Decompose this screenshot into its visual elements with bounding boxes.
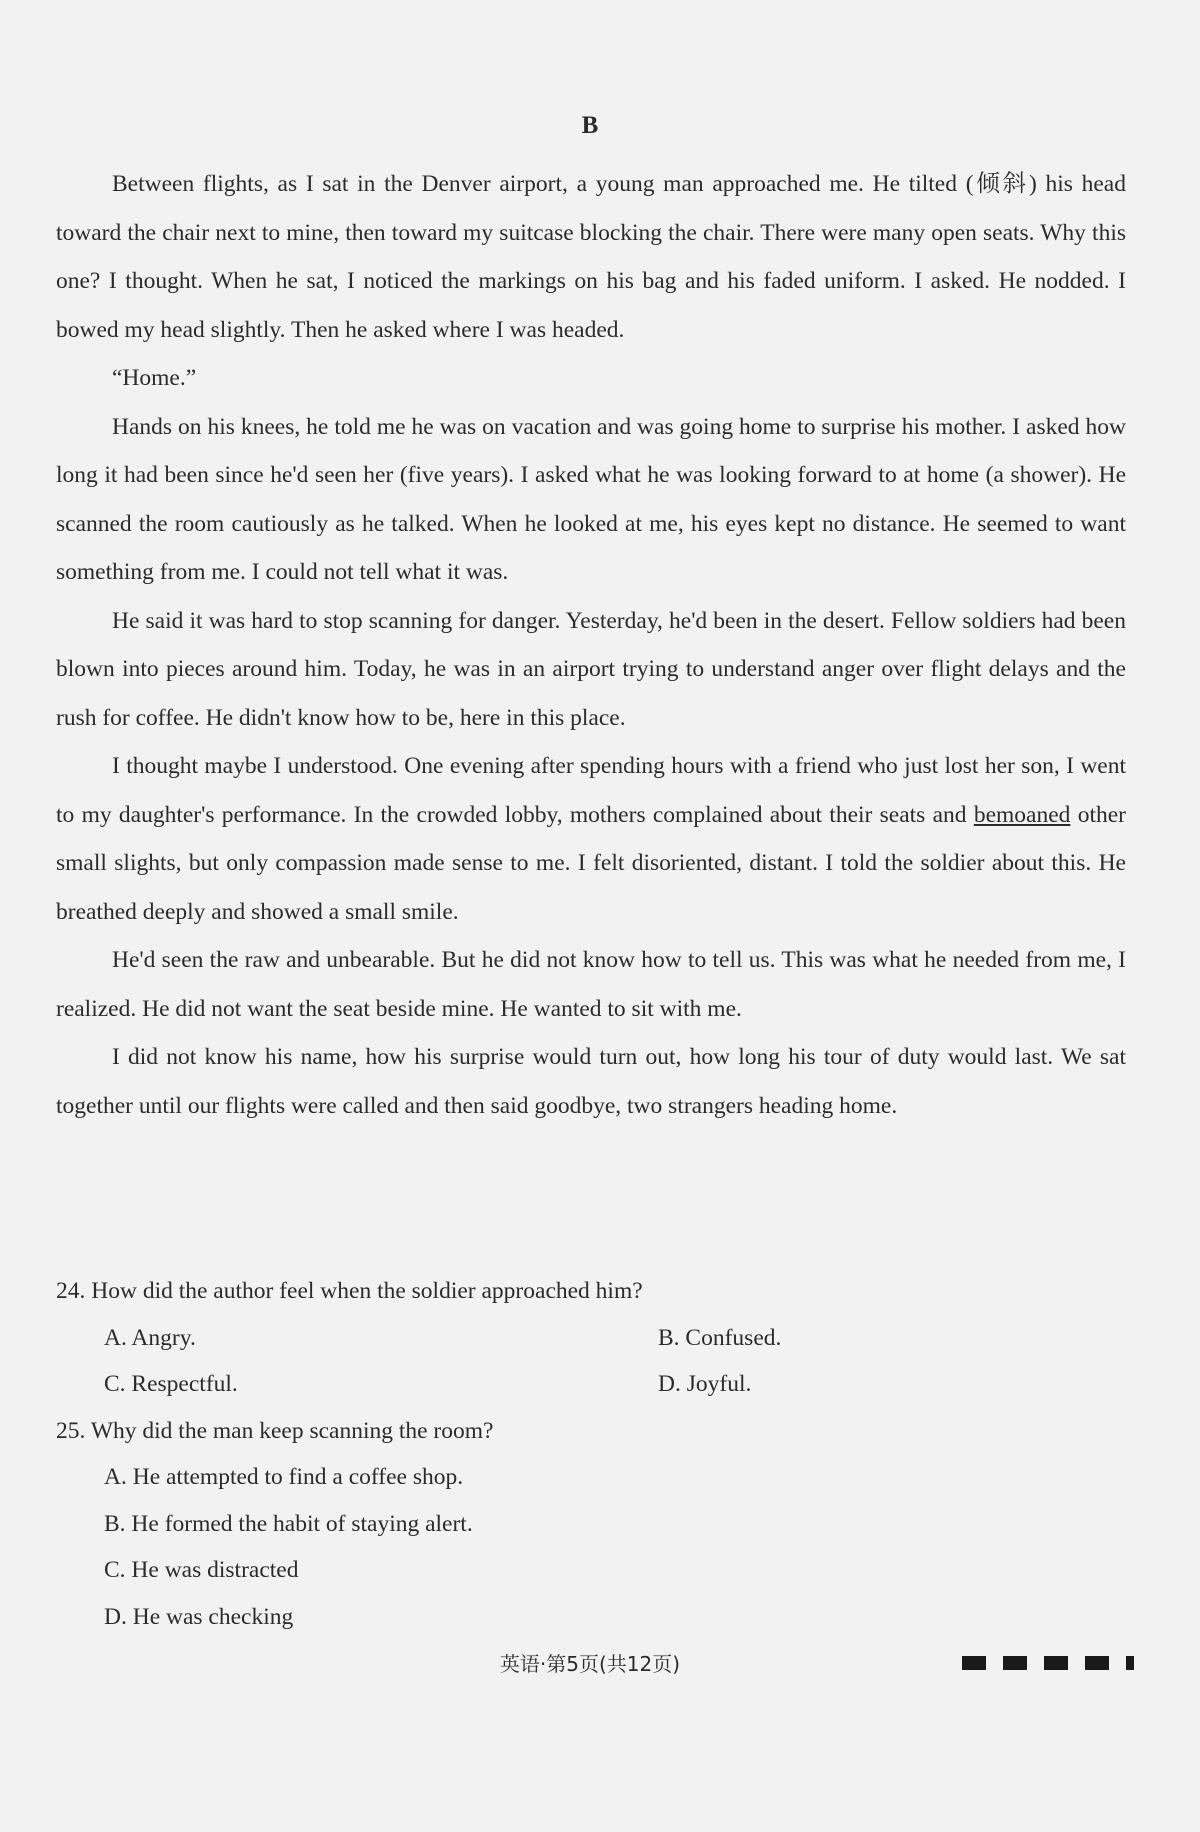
question-24 (56, 1268, 1126, 1408)
option-a[interactable]: A. Angry. (104, 1324, 196, 1351)
paragraph-1: Between flights, as I sat in the Denver airport, a young man approached me. He tilted (倾斜) his head toward the chair next to mine, then toward my suitcase blocking the chair. There were many open seats. Why this one? I thought. When he sat, I noticed the markings on his bag and his faded uniform. I asked. He nodded. I bowed my head slightly. Then he asked where I was headed. (56, 171, 1126, 343)
option-c[interactable]: C. Respectful. (104, 1371, 238, 1397)
paragraph-7: I did not know his name, how his surprise would turn out, how long his tour of duty would last. We sat together until our flights were called and then said goodbye, two strangers heading home. (56, 1044, 1126, 1119)
scan-mark (1044, 1656, 1068, 1670)
option-b[interactable]: B. He formed the habit of staying alert. (104, 1510, 473, 1537)
paragraph-2: “Home.” (112, 365, 197, 391)
scan-mark (962, 1656, 986, 1670)
question-stem: 25. Why did the man keep scanning the room? (56, 1417, 494, 1444)
section-title: B (581, 112, 599, 139)
paragraph-6: He'd seen the raw and unbearable. But he did not know how to tell us. This was what he needed from me, I realized. He did not want the seat beside mine. He wanted to sit with me. (56, 947, 1126, 1022)
option-c[interactable]: C. He was distracted (104, 1557, 299, 1583)
option-d[interactable]: D. He was checking (104, 1603, 294, 1630)
scan-marks (962, 1656, 1134, 1670)
option-b[interactable]: B. Confused. (658, 1324, 782, 1351)
scan-mark (1003, 1656, 1027, 1670)
questions-block (56, 1268, 1126, 1640)
option-d[interactable]: D. Joyful. (658, 1371, 752, 1397)
paragraph-5-after: other small slights, but only compassion made sense to me. I felt disoriented, distant. I told the soldier about this. He breathed deeply and showed a small smile. (56, 801, 1126, 925)
underlined-word: bemoaned (973, 801, 1071, 828)
paragraph-5-before: I thought maybe I understood. One evening after spending hours with a friend who just lost her son, I went to my daughter's performance. In the crowded lobby, mothers complained about their seats and (56, 753, 1126, 828)
scan-mark (1085, 1656, 1109, 1670)
page-footer: 英语·第5页(共12页) (499, 1652, 681, 1676)
question-stem: 24. How did the author feel when the soldier approached him? (56, 1278, 643, 1304)
paragraph-3: Hands on his knees, he told me he was on vacation and was going home to surprise his mother. I asked how long it had been since he'd seen her (five years). I asked what he was looking forward to at home (a shower). He scanned the room cautiously as he talked. When he looked at me, his eyes kept no distance. He seemed to want something from me. I could not tell what it was. (56, 413, 1126, 585)
reading-passage (56, 160, 1126, 1130)
paragraph-5 (56, 742, 1126, 936)
scan-mark (1126, 1656, 1134, 1670)
options-list (56, 1315, 1126, 1408)
options-list (56, 1454, 1126, 1640)
option-a[interactable]: A. He attempted to find a coffee shop. (104, 1464, 464, 1490)
paragraph-4: He said it was hard to stop scanning for danger. Yesterday, he'd been in the desert. Fellow soldiers had been blown into pieces around him. Today, he was in an airport trying to understand anger over flight delays and the rush for coffee. He didn't know how to be, here in this place. (56, 607, 1126, 731)
question-25 (56, 1408, 1126, 1641)
